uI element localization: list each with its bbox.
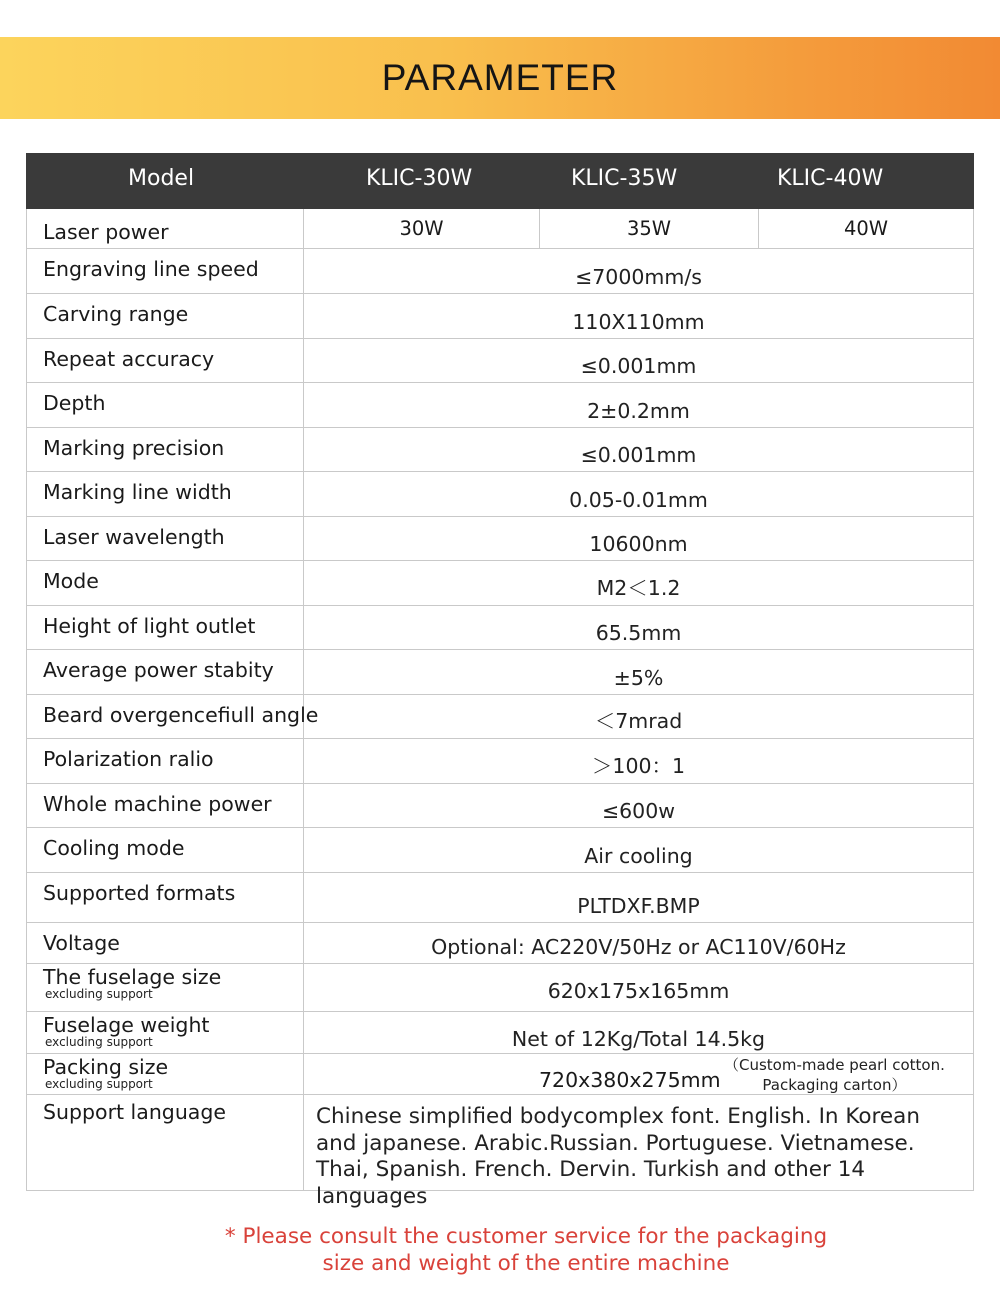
- row-value: 720x380x275mm: [539, 1068, 721, 1092]
- table-row: [26, 739, 974, 784]
- row-label: Packing size: [43, 1055, 169, 1079]
- row-label: Mode: [27, 561, 304, 605]
- table-row: [26, 294, 974, 339]
- row-value: ＜7mrad: [594, 709, 683, 733]
- footer-note-line1: * Please consult the customer service for the packaging: [224, 1224, 828, 1249]
- row-label: Support language: [27, 1095, 304, 1190]
- row-value: ±5%: [613, 666, 664, 690]
- row-label: Marking precision: [27, 428, 304, 471]
- row-label: Fuselage weight: [43, 1013, 210, 1037]
- table-row: [26, 249, 974, 294]
- row-label: Laser power: [27, 209, 304, 248]
- page-title: PARAMETER: [381, 57, 619, 98]
- row-support-language: [26, 1095, 974, 1209]
- table-row: [26, 923, 974, 964]
- row-label: Supported formats: [27, 873, 304, 922]
- row-value: ≤7000mm/s: [575, 265, 702, 289]
- row-sublabel: excluding support: [45, 1035, 153, 1049]
- row-value: 0.05-0.01mm: [569, 488, 708, 512]
- row-label: Whole machine power: [27, 784, 304, 827]
- row-label: Depth: [27, 383, 304, 427]
- row-value: 110X110mm: [572, 310, 705, 334]
- row-label: Height of light outlet: [27, 606, 304, 649]
- row-label: Polarization ralio: [27, 739, 304, 783]
- row-value: ≤600w: [601, 799, 676, 823]
- table-row: [26, 517, 974, 561]
- row-value: ≤0.001mm: [580, 443, 697, 467]
- row-label-group: [27, 1012, 304, 1053]
- row-value: M2＜1.2: [596, 576, 681, 600]
- table-row: [26, 383, 974, 428]
- row-label: Carving range: [27, 294, 304, 338]
- row-value: 10600nm: [589, 532, 688, 556]
- row-label: Engraving line speed: [27, 249, 304, 293]
- row-label: Laser wavelength: [27, 517, 304, 560]
- table-row: [26, 695, 974, 739]
- row-sublabel: excluding support: [45, 987, 153, 1001]
- row-sublabel: excluding support: [45, 1077, 153, 1091]
- table-row: [26, 873, 974, 923]
- footer-note: [0, 1223, 1000, 1277]
- packing-note-line1: （Custom-made pearl cotton.: [724, 1056, 945, 1074]
- footer-note-line2: size and weight of the entire machine: [322, 1251, 730, 1276]
- row-value: ＞100：1: [591, 754, 686, 778]
- row-label: Voltage: [27, 923, 304, 963]
- row-label: Beard overgencefiull angle: [27, 695, 304, 738]
- header-model-35w: KLIC-35W: [571, 166, 678, 191]
- row-value: Net of 12Kg/Total 14.5kg: [511, 1027, 766, 1051]
- table-row: [26, 784, 974, 828]
- row-label: Average power stabity: [27, 650, 304, 694]
- laser-power-40w: 40W: [843, 217, 889, 240]
- parameter-table: [26, 153, 974, 1209]
- row-value: 2±0.2mm: [587, 399, 690, 423]
- laser-power-35w: 35W: [540, 209, 759, 248]
- row-packing-size: [26, 1054, 974, 1095]
- table-header: [26, 153, 974, 209]
- table-row: [26, 428, 974, 472]
- laser-power-30w: 30W: [304, 209, 540, 248]
- row-laser-power: [26, 209, 974, 249]
- table-row: [26, 650, 974, 695]
- row-value: Air cooling: [584, 844, 693, 868]
- row-value: ≤0.001mm: [580, 354, 697, 378]
- row-fuselage-size: [26, 964, 974, 1012]
- row-fuselage-weight: [26, 1012, 974, 1054]
- row-label: The fuselage size: [43, 965, 222, 989]
- packing-note: [724, 1055, 945, 1095]
- row-value: PLTDXF.BMP: [577, 894, 700, 918]
- row-value: 65.5mm: [595, 621, 682, 645]
- title-banner: [0, 37, 1000, 119]
- row-label-group: [27, 1054, 304, 1094]
- table-row: [26, 561, 974, 606]
- table-row: [26, 828, 974, 873]
- header-model: Model: [128, 166, 195, 191]
- row-value: Chinese simplified bodycomplex font. English. In Korean and japanese. Arabic.Russian. Portuguese. Vietnamese. Thai, Spanish. French. Dervin. Turkish and other 14 languages: [316, 1104, 920, 1209]
- table-row: [26, 606, 974, 650]
- row-value: 620x175x165mm: [547, 979, 730, 1003]
- row-label: Repeat accuracy: [27, 339, 304, 382]
- packing-size-value-group: [304, 1054, 973, 1094]
- header-model-30w: KLIC-30W: [366, 166, 473, 191]
- packing-note-line2: Packaging carton）: [762, 1076, 907, 1094]
- row-label: Cooling mode: [27, 828, 304, 872]
- row-label-group: [27, 964, 304, 1011]
- row-label: Marking line width: [27, 472, 304, 516]
- header-model-40w: KLIC-40W: [777, 166, 884, 191]
- row-value: Optional: AC220V/50Hz or AC110V/60Hz: [431, 935, 846, 959]
- table-row: [26, 339, 974, 383]
- table-row: [26, 472, 974, 517]
